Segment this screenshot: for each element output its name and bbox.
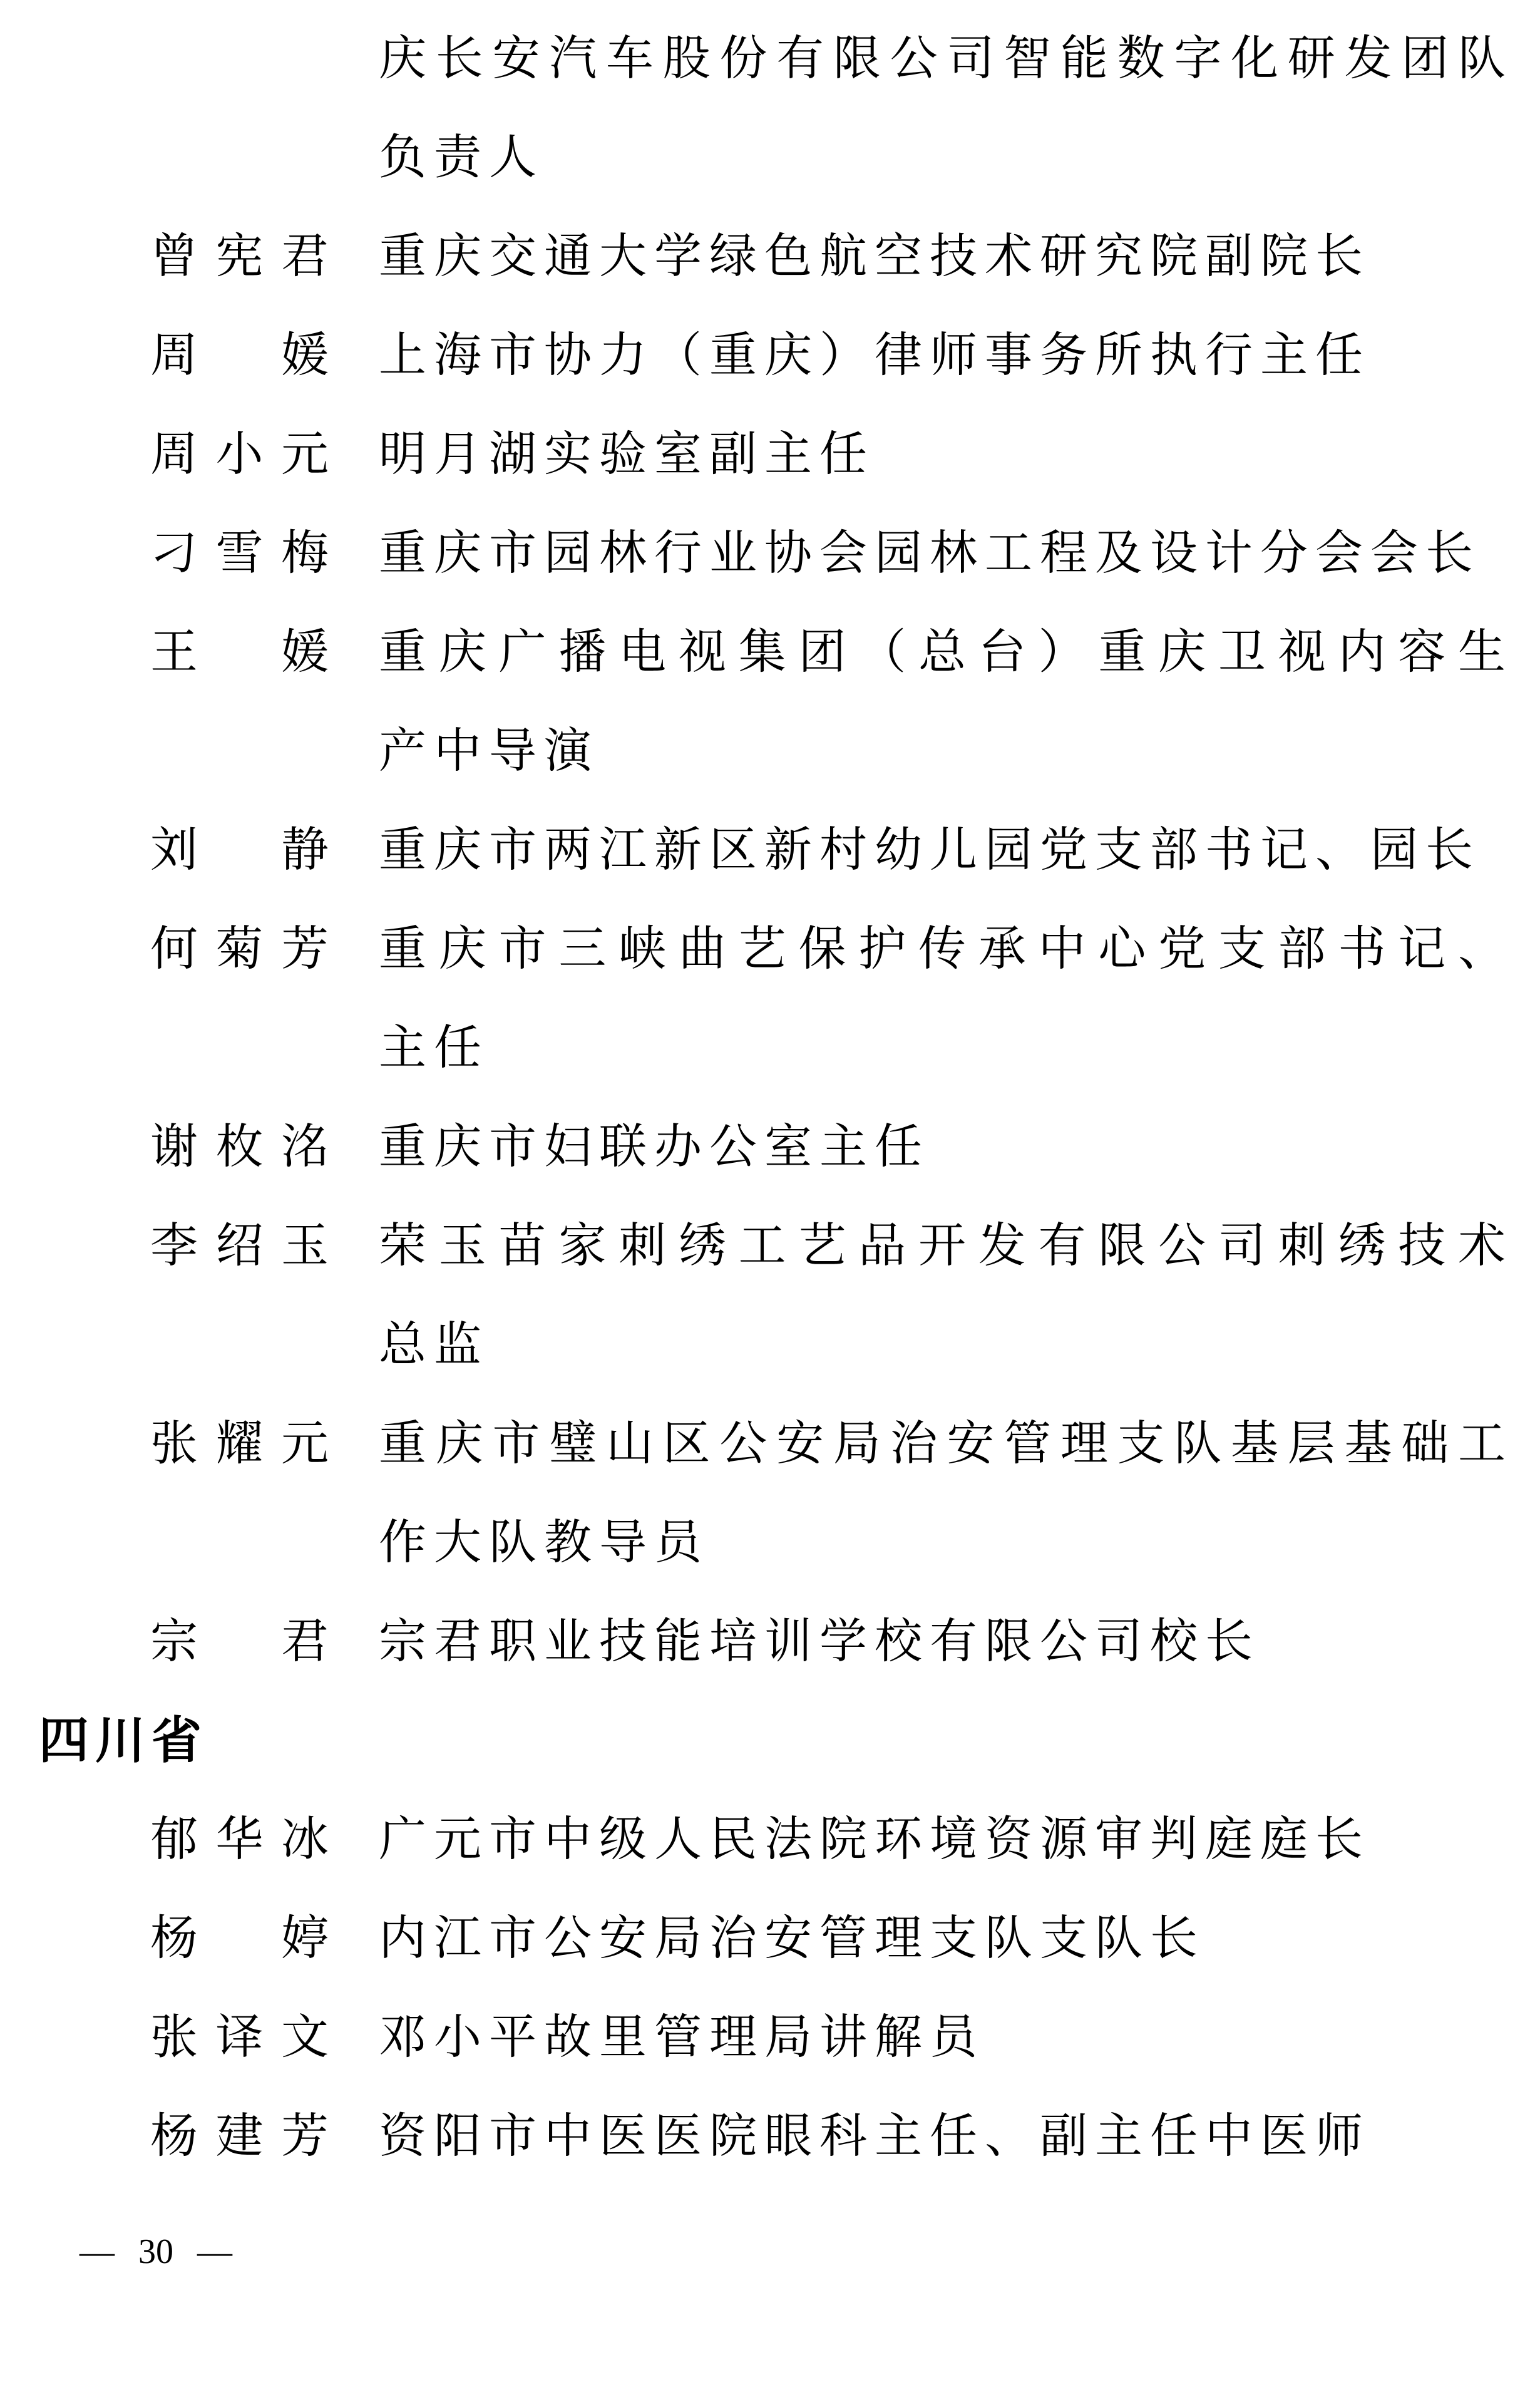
text-line: 荣玉苗家刺绣工艺品开发有限公司刺绣技术 — [379, 1220, 1506, 1272]
text-line: 内江市公安局治安管理支队支队长 — [379, 1912, 1205, 1965]
entry-title — [379, 1790, 1506, 1889]
entry-title — [379, 1197, 1506, 1395]
continuation-entry — [150, 9, 1506, 207]
text-line: 明月湖实验室副主任 — [379, 428, 875, 481]
text-line: 邓小平故里管理局讲解员 — [379, 2011, 985, 2064]
entry-name: 何菊芳 — [150, 923, 329, 976]
entry-name: 周媛 — [150, 329, 329, 382]
text-line: 资阳市中医医院眼科主任、副主任中医师 — [379, 2110, 1370, 2163]
entry-row — [150, 900, 1506, 1098]
entry-name: 谢枚洺 — [150, 1121, 329, 1173]
section-header: 四川省 — [39, 1713, 208, 1768]
text-line: 宗君职业技能培训学校有限公司校长 — [379, 1616, 1260, 1668]
sections-container — [39, 207, 1506, 2186]
text-line: 负责人 — [379, 131, 544, 184]
entry-name: 刘静 — [150, 824, 329, 877]
entry-title — [379, 2087, 1506, 2186]
entry-name: 周小元 — [150, 428, 329, 481]
entry-row — [150, 2087, 1506, 2186]
entry-title — [379, 405, 1506, 504]
entry-row — [150, 1889, 1506, 1988]
entry-title — [379, 306, 1506, 405]
entry-name: 杨建芳 — [150, 2110, 329, 2163]
text-line: 主任 — [379, 1022, 489, 1075]
entry-name: 王媛 — [150, 626, 329, 679]
entry-title — [379, 603, 1506, 801]
entry-title — [379, 1889, 1506, 1988]
entry-title — [379, 207, 1506, 306]
entry-name: 宗君 — [150, 1616, 329, 1668]
footer-right-dash: — — [197, 2232, 232, 2271]
entry-title — [379, 1592, 1506, 1691]
entry-row — [150, 1592, 1506, 1691]
entry-name: 李绍玉 — [150, 1220, 329, 1272]
entry-row — [150, 1395, 1506, 1592]
entry-row — [150, 1098, 1506, 1197]
text-line: 作大队教导员 — [379, 1517, 709, 1569]
entry-row — [150, 801, 1506, 900]
footer-left-dash: — — [80, 2232, 115, 2271]
continuation-text — [379, 9, 1506, 207]
text-line: 产中导演 — [379, 725, 599, 778]
entry-row — [150, 1790, 1506, 1889]
text-line: 重庆市园林行业协会园林工程及设计分会会长 — [379, 527, 1481, 580]
text-line: 重庆市妇联办公室主任 — [379, 1121, 930, 1173]
page-number: 30 — [138, 2232, 173, 2271]
text-line: 庆长安汽车股份有限公司智能数字化研发团队 — [379, 33, 1506, 85]
entry-title — [379, 1988, 1506, 2087]
text-line: 重庆交通大学绿色航空技术研究院副院长 — [379, 230, 1370, 283]
text-line: 重庆广播电视集团（总台）重庆卫视内容生 — [379, 626, 1506, 679]
entry-name: 杨婷 — [150, 1912, 329, 1965]
entry-title — [379, 504, 1506, 603]
page-footer — [80, 2214, 1506, 2289]
entry-row — [150, 405, 1506, 504]
text-line: 重庆市三峡曲艺保护传承中心党支部书记、 — [379, 923, 1506, 976]
text-line: 重庆市两江新区新村幼儿园党支部书记、园长 — [379, 824, 1481, 877]
entry-title — [379, 1098, 1506, 1197]
entry-name: 刁雪梅 — [150, 527, 329, 580]
entry-row — [150, 1988, 1506, 2087]
entry-name: 郁华冰 — [150, 1813, 329, 1866]
entry-name: 曾宪君 — [150, 230, 329, 283]
entry-row — [150, 603, 1506, 801]
text-line: 总监 — [379, 1319, 489, 1371]
entry-row — [150, 504, 1506, 603]
entry-row — [150, 306, 1506, 405]
entry-title — [379, 900, 1506, 1098]
entry-row — [150, 1197, 1506, 1395]
entry-title — [379, 801, 1506, 900]
entry-name: 张耀元 — [150, 1418, 329, 1470]
entry-row — [150, 207, 1506, 306]
entry-title — [379, 1395, 1506, 1592]
text-line: 广元市中级人民法院环境资源审判庭庭长 — [379, 1813, 1370, 1866]
text-line: 上海市协力（重庆）律师事务所执行主任 — [379, 329, 1370, 382]
entry-name: 张译文 — [150, 2011, 329, 2064]
text-line: 重庆市璧山区公安局治安管理支队基层基础工 — [379, 1418, 1506, 1470]
